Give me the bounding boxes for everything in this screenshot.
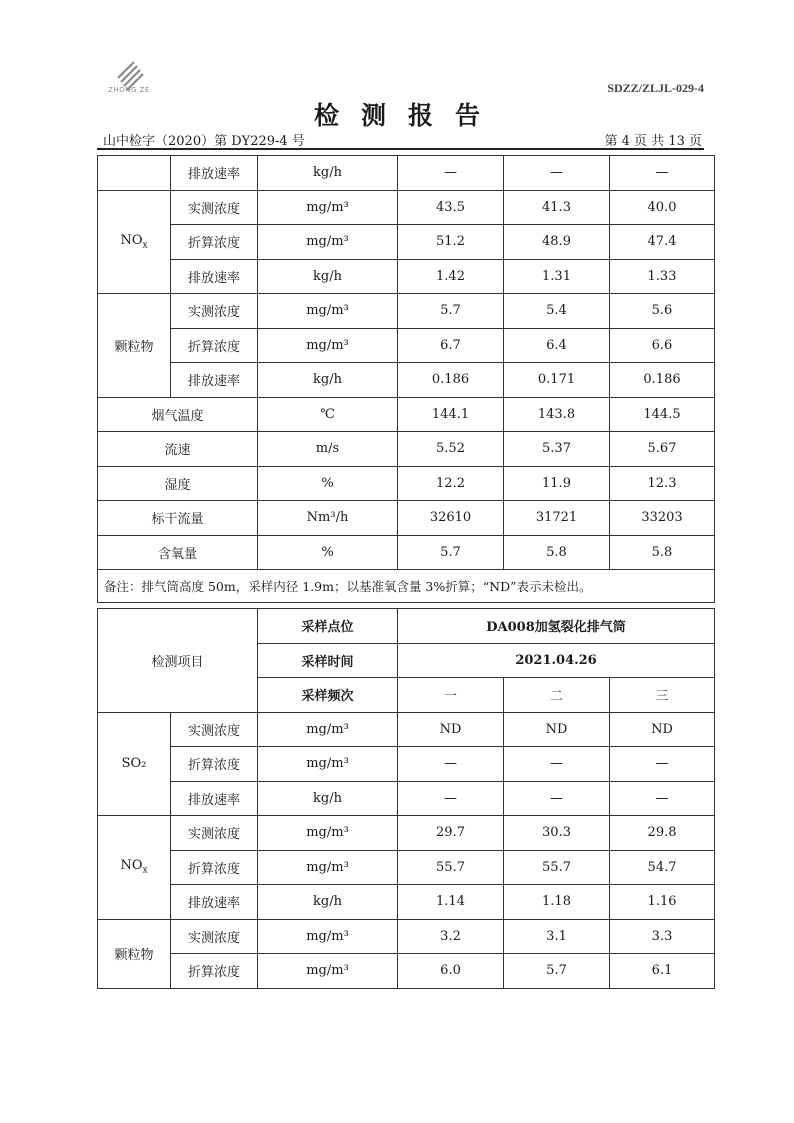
table-cell: 折算浓度 — [171, 328, 258, 363]
table-cell: — — [610, 747, 715, 782]
param-label: 标干流量 — [98, 501, 258, 536]
table-cell: 3.1 — [504, 919, 610, 954]
table-row — [98, 954, 715, 989]
table-row — [98, 363, 715, 398]
param-label: 流速 — [98, 432, 258, 467]
table-cell: kg/h — [258, 781, 398, 816]
table-cell: 144.5 — [610, 397, 715, 432]
param-label: 烟气温度 — [98, 397, 258, 432]
table-cell: ND — [504, 712, 610, 747]
table-cell: 41.3 — [504, 190, 610, 225]
table-row — [98, 156, 715, 191]
table-cell: mg/m³ — [258, 747, 398, 782]
table-cell: m/s — [258, 432, 398, 467]
table-cell: 实测浓度 — [171, 919, 258, 954]
table-cell: 5.7 — [504, 954, 610, 989]
frequency-2: 二 — [504, 678, 610, 713]
table-cell: 排放速率 — [171, 156, 258, 191]
table-cell: mg/m³ — [258, 850, 398, 885]
table-cell: — — [398, 156, 504, 191]
table-cell: mg/m³ — [258, 712, 398, 747]
page-title: 检测报告 — [313, 101, 502, 130]
table-cell: 54.7 — [610, 850, 715, 885]
table-cell: 5.8 — [504, 535, 610, 570]
table-cell: 排放速率 — [171, 259, 258, 294]
table-cell: 折算浓度 — [171, 850, 258, 885]
table-cell: 143.8 — [504, 397, 610, 432]
table-cell: 5.6 — [610, 294, 715, 329]
table-cell: kg/h — [258, 363, 398, 398]
table-row — [98, 501, 715, 536]
table-row — [98, 781, 715, 816]
table-row — [98, 225, 715, 260]
table-cell: 实测浓度 — [171, 294, 258, 329]
table-cell: 55.7 — [504, 850, 610, 885]
table-cell: 排放速率 — [171, 885, 258, 920]
table-cell: 3.3 — [610, 919, 715, 954]
table-row — [98, 570, 715, 603]
frequency-3: 三 — [610, 678, 715, 713]
table-cell: 0.171 — [504, 363, 610, 398]
table-cell: 0.186 — [610, 363, 715, 398]
table-cell: kg/h — [258, 259, 398, 294]
table-cell: 6.6 — [610, 328, 715, 363]
table-cell: 折算浓度 — [171, 225, 258, 260]
table-cell: 55.7 — [398, 850, 504, 885]
table-cell: — — [398, 781, 504, 816]
header-divider — [97, 148, 704, 150]
table-cell: 排放速率 — [171, 781, 258, 816]
table-cell: % — [258, 535, 398, 570]
table-cell: 31721 — [504, 501, 610, 536]
time-label: 采样时间 — [258, 643, 398, 678]
table-cell: ND — [398, 712, 504, 747]
table-cell: 12.2 — [398, 466, 504, 501]
results-table-da008 — [97, 608, 715, 989]
table-cell: 折算浓度 — [171, 747, 258, 782]
param-label: 湿度 — [98, 466, 258, 501]
table-cell: mg/m³ — [258, 816, 398, 851]
table-cell: 6.7 — [398, 328, 504, 363]
nox-label: $NO_x$ — [120, 232, 148, 251]
param-label: 含氧量 — [98, 535, 258, 570]
table-row — [98, 466, 715, 501]
table-cell: 1.42 — [398, 259, 504, 294]
results-table-continued — [97, 155, 715, 603]
table-row — [98, 432, 715, 467]
table-row — [98, 397, 715, 432]
table-cell: 1.31 — [504, 259, 610, 294]
table-header-row — [98, 609, 715, 644]
table-cell: 40.0 — [610, 190, 715, 225]
page-number: 第 4 页 共 13 页 — [604, 134, 702, 149]
table-cell: mg/m³ — [258, 919, 398, 954]
table-cell: 实测浓度 — [171, 190, 258, 225]
table-row — [98, 712, 715, 747]
table-cell: Nm³/h — [258, 501, 398, 536]
document-code: SDZZ/ZLJL-029-4 — [607, 81, 704, 95]
table-cell: 5.52 — [398, 432, 504, 467]
table-cell: 实测浓度 — [171, 816, 258, 851]
table-cell: mg/m³ — [258, 328, 398, 363]
table-row — [98, 885, 715, 920]
table-cell: 32610 — [398, 501, 504, 536]
table-cell: 1.18 — [504, 885, 610, 920]
table-cell: ℃ — [258, 397, 398, 432]
table-cell: 47.4 — [610, 225, 715, 260]
table-cell: — — [610, 781, 715, 816]
frequency-label: 采样频次 — [258, 678, 398, 713]
table-cell: kg/h — [258, 885, 398, 920]
table-cell: — — [504, 747, 610, 782]
table-row — [98, 328, 715, 363]
table-cell: 12.3 — [610, 466, 715, 501]
table-cell: 折算浓度 — [171, 954, 258, 989]
table-row — [98, 747, 715, 782]
table-cell: mg/m³ — [258, 294, 398, 329]
table-cell: 1.33 — [610, 259, 715, 294]
item-header: 检测项目 — [98, 609, 258, 713]
table-cell: 5.67 — [610, 432, 715, 467]
table-cell: 5.4 — [504, 294, 610, 329]
table-cell: 排放速率 — [171, 363, 258, 398]
table-cell: 5.7 — [398, 535, 504, 570]
table-cell: — — [504, 781, 610, 816]
pollutant-label: $NO_x$ — [98, 816, 171, 920]
frequency-1: 一 — [398, 678, 504, 713]
table-cell: mg/m³ — [258, 954, 398, 989]
table-cell: % — [258, 466, 398, 501]
pollutant-label — [98, 190, 171, 294]
point-value: DA008加氢裂化排气筒 — [398, 609, 715, 644]
table-cell: 5.37 — [504, 432, 610, 467]
table-cell: mg/m³ — [258, 225, 398, 260]
table-row — [98, 919, 715, 954]
table-cell: 29.7 — [398, 816, 504, 851]
table-cell: 29.8 — [610, 816, 715, 851]
table-cell: 实测浓度 — [171, 712, 258, 747]
table-cell: 5.7 — [398, 294, 504, 329]
table-cell: 5.8 — [610, 535, 715, 570]
table-cell — [98, 156, 171, 191]
table-cell: 1.16 — [610, 885, 715, 920]
table-row — [98, 850, 715, 885]
table-cell: 51.2 — [398, 225, 504, 260]
pollutant-label: SO₂ — [98, 712, 171, 816]
table-cell: 144.1 — [398, 397, 504, 432]
table-cell: — — [504, 156, 610, 191]
table-cell: 43.5 — [398, 190, 504, 225]
table-cell: ND — [610, 712, 715, 747]
table-cell: kg/h — [258, 156, 398, 191]
table-cell: 6.0 — [398, 954, 504, 989]
table-cell: 11.9 — [504, 466, 610, 501]
table-cell: 3.2 — [398, 919, 504, 954]
table-cell: 48.9 — [504, 225, 610, 260]
table-cell: — — [398, 747, 504, 782]
table-row — [98, 259, 715, 294]
table-cell: 1.14 — [398, 885, 504, 920]
pollutant-label: 颗粒物 — [98, 919, 171, 988]
report-number: 山中检字（2020）第 DY229-4 号 — [103, 134, 305, 149]
table-cell: mg/m³ — [258, 190, 398, 225]
table-row — [98, 535, 715, 570]
table-cell: 30.3 — [504, 816, 610, 851]
table-cell: — — [610, 156, 715, 191]
table-cell: 6.1 — [610, 954, 715, 989]
logo-text: ZHONG ZE — [108, 86, 150, 94]
point-label: 采样点位 — [258, 609, 398, 644]
time-value: 2021.04.26 — [398, 643, 715, 678]
table-row — [98, 816, 715, 851]
remarks-note: 备注：排气筒高度 50m，采样内径 1.9m；以基准氧含量 3%折算；“ND”表示未检出。 — [98, 570, 715, 603]
table-cell: 6.4 — [504, 328, 610, 363]
table-row — [98, 294, 715, 329]
table-row — [98, 190, 715, 225]
table-cell: 33203 — [610, 501, 715, 536]
pollutant-label: 颗粒物 — [98, 294, 171, 398]
table-cell: 0.186 — [398, 363, 504, 398]
